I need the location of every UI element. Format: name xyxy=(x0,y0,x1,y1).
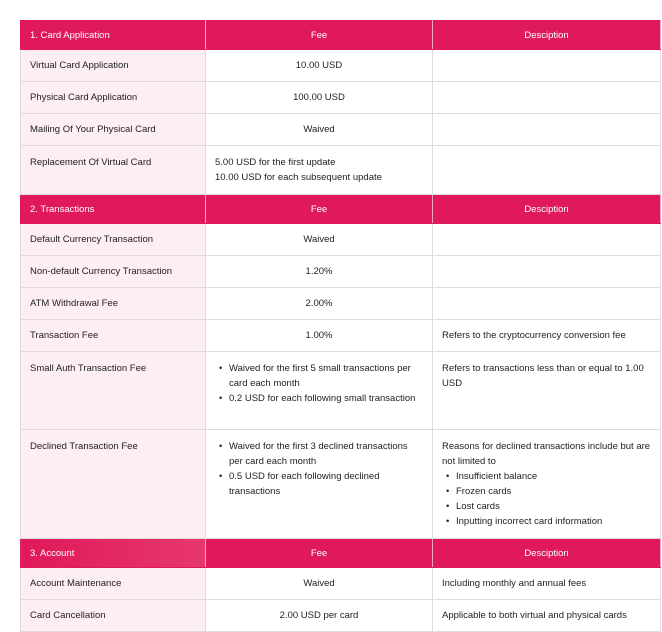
fee-description xyxy=(433,288,661,320)
table-row xyxy=(21,600,661,632)
description-column-header: Desciption xyxy=(433,539,661,568)
table-row xyxy=(21,50,661,82)
fee-value xyxy=(206,430,433,539)
table-row xyxy=(21,146,661,195)
table-row xyxy=(21,82,661,114)
fee-name: Replacement Of Virtual Card xyxy=(21,146,206,195)
fee-line: 5.00 USD for the first update xyxy=(215,157,336,168)
description-text: Reasons for declined transactions include but are not limited to xyxy=(442,441,651,467)
fee-name: Account Maintenance xyxy=(21,568,206,600)
fee-value: 10.00 USD xyxy=(206,50,433,82)
fee-name: Default Currency Transaction xyxy=(21,224,206,256)
description-column-header: Desciption xyxy=(433,195,661,224)
fee-value: Waived xyxy=(206,224,433,256)
description-bullet: • Frozen cards xyxy=(456,484,651,499)
fee-bullet: • Waived for the first 3 declined transactions per card each month xyxy=(229,439,423,469)
fee-bullet: • Waived for the first 5 small transactions per card each month xyxy=(229,361,423,391)
section-header-transactions xyxy=(21,195,661,224)
fee-name: Non-default Currency Transaction xyxy=(21,256,206,288)
description-bullet: • Lost cards xyxy=(456,499,651,514)
fee-value: Waived xyxy=(206,568,433,600)
fee-description xyxy=(433,430,661,539)
fee-name: Transaction Fee xyxy=(21,320,206,352)
fee-bullet: • 0.5 USD for each following declined transactions xyxy=(229,469,423,499)
fee-description: Applicable to both virtual and physical cards xyxy=(433,600,661,632)
table-row xyxy=(21,352,661,430)
fee-name: Physical Card Application xyxy=(21,82,206,114)
fee-name: Declined Transaction Fee xyxy=(21,430,206,539)
description-bullet: • Inputting incorrect card information xyxy=(456,514,651,529)
fee-name: Virtual Card Application xyxy=(21,50,206,82)
fee-description xyxy=(433,114,661,146)
description-column-header: Desciption xyxy=(433,21,661,50)
section-title: 2. Transactions xyxy=(21,195,206,224)
table-row xyxy=(21,224,661,256)
table-row xyxy=(21,114,661,146)
fee-description: Refers to transactions less than or equal to 1.00 USD xyxy=(433,352,661,430)
table-row xyxy=(21,256,661,288)
description-bullet: • Insufficient balance xyxy=(456,469,651,484)
fee-description xyxy=(433,256,661,288)
fee-description: Including monthly and annual fees xyxy=(433,568,661,600)
fee-table xyxy=(20,20,661,632)
table-row xyxy=(21,288,661,320)
fee-description: Refers to the cryptocurrency conversion fee xyxy=(433,320,661,352)
section-title: 3. Account xyxy=(21,539,206,568)
fee-description xyxy=(433,224,661,256)
fee-value: 1.00% xyxy=(206,320,433,352)
fee-value: Waived xyxy=(206,114,433,146)
fee-line: 10.00 USD for each subsequent update xyxy=(215,172,382,183)
fee-description xyxy=(433,146,661,195)
fee-bullet: • 0.2 USD for each following small transaction xyxy=(229,391,423,406)
fee-name: Card Cancellation xyxy=(21,600,206,632)
section-header-card-application xyxy=(21,21,661,50)
section-header-account xyxy=(21,539,661,568)
table-row xyxy=(21,568,661,600)
fee-column-header: Fee xyxy=(206,539,433,568)
fee-column-header: Fee xyxy=(206,21,433,50)
fee-value: 1.20% xyxy=(206,256,433,288)
fee-value xyxy=(206,146,433,195)
table-row xyxy=(21,320,661,352)
fee-column-header: Fee xyxy=(206,195,433,224)
fee-value: 100.00 USD xyxy=(206,82,433,114)
fee-value xyxy=(206,352,433,430)
fee-description xyxy=(433,82,661,114)
section-title: 1. Card Application xyxy=(21,21,206,50)
fee-value: 2.00 USD per card xyxy=(206,600,433,632)
table-row xyxy=(21,430,661,539)
fee-value: 2.00% xyxy=(206,288,433,320)
fee-description xyxy=(433,50,661,82)
fee-name: Mailing Of Your Physical Card xyxy=(21,114,206,146)
fee-name: ATM Withdrawal Fee xyxy=(21,288,206,320)
fee-name: Small Auth Transaction Fee xyxy=(21,352,206,430)
